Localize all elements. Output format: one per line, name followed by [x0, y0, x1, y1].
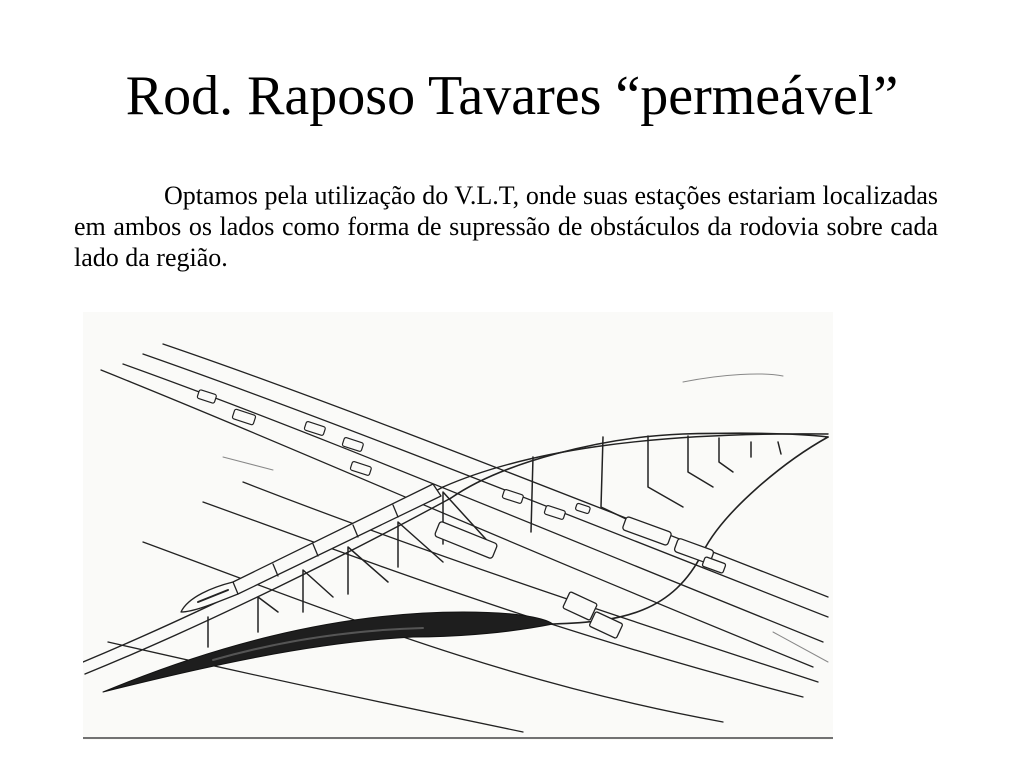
vlt-sketch-illustration	[83, 312, 833, 740]
slide-title: Rod. Raposo Tavares “permeável”	[125, 65, 899, 127]
vlt-train	[181, 484, 441, 612]
buses	[434, 516, 714, 564]
slide-paragraph: Optamos pela utilização do V.L.T, onde suas estações estariam localizadas em ambos os lados como forma de supressão de obstáculos da rodovia sobre cada lado da região.	[74, 181, 938, 272]
